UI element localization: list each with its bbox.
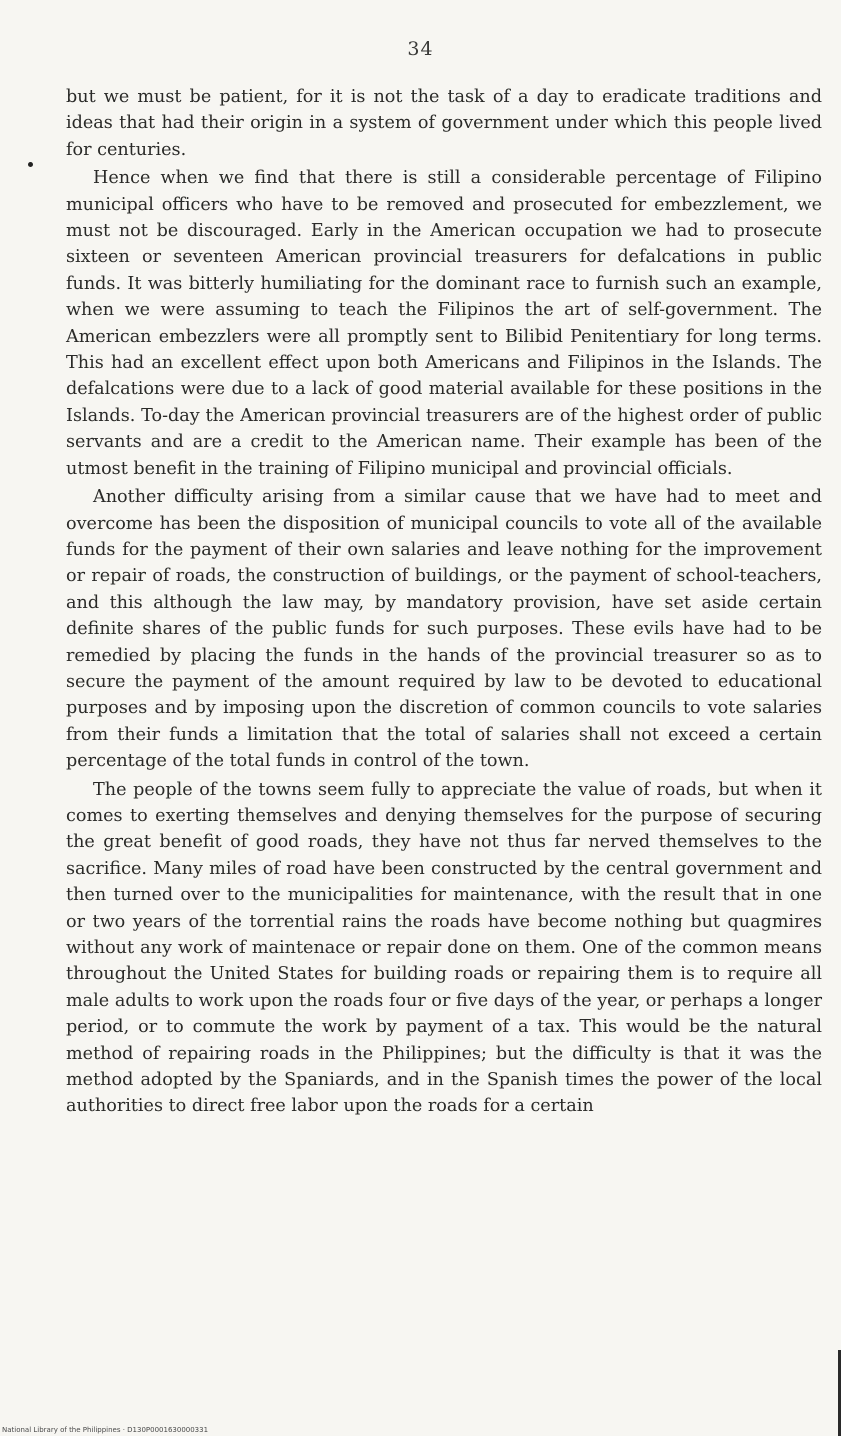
page-number: 34 — [407, 38, 434, 60]
paragraph-continuation: but we must be patient, for it is not the task of a day to eradicate traditions and ideas that had their origin in a system of government under which this people lived for centuries. — [66, 87, 822, 160]
paragraph: Hence when we find that there is still a considerable percentage of Filipino municipal officers who have to be removed and prosecuted for embezzlement, we must not be discouraged. Early in the American occupation we had to prosecute sixteen or seventeen American provincial treasurers for defalcations in public funds. It was bitterly humiliating for the dominant race to furnish such an example, when we were assuming to teach the Filipinos the art of self-government. The American embezzlers were all promptly sent to Bilibid Penitentiary for long terms. This had an excellent effect upon both Americans and Filipinos in the Islands. The defalcations were due to a lack of good material available for these positions in the Islands. To-day the American provincial treasurers are of the highest order of public servants and are a credit to the American name. Their example has been of the utmost benefit in the training of Filipino municipal and provincial officials. — [66, 168, 822, 479]
body-text — [66, 84, 822, 1120]
paragraph: Another difficulty arising from a similar cause that we have had to meet and overcome has been the disposition of municipal councils to vote all of the available funds for the payment of their own salaries and leave nothing for the improvement or repair of roads, the construction of buildings, or the payment of school-teachers, and this although the law may, by mandatory provision, have set aside certain definite shares of the public funds for such purposes. These evils have had to be remedied by placing the funds in the hands of the provincial treasurer so as to secure the payment of the amount required by law to be devoted to educational purposes and by imposing upon the discretion of common councils to vote salaries from their funds a limitation that the total of salaries shall not exceed a certain percentage of the total funds in control of the town. — [66, 487, 822, 772]
margin-dot-mark — [28, 162, 33, 167]
paragraph: The people of the towns seem fully to appreciate the value of roads, but when it comes to exerting themselves and denying themselves for the purpose of securing the great benefit of good roads, they have not thus far nerved themselves to the sacrifice. Many miles of road have been constructed by the central government and then turned over to the municipalities for maintenance, with the result that in one or two years of the torrential rains the roads have become nothing but quagmires without any work of maintenace or repair done on them. One of the common means throughout the United States for building roads or repairing them is to require all male adults to work upon the roads four or five days of the year, or perhaps a longer period, or to commute the work by payment of a tax. This would be the natural method of repairing roads in the Philippines; but the difficulty is that it was the method adopted by the Spaniards, and in the Spanish times the power of the local authorities to direct free labor upon the roads for a certain — [66, 779, 822, 1117]
scan-credit: National Library of the Philippines · D130P0001630000331 — [2, 1426, 209, 1434]
